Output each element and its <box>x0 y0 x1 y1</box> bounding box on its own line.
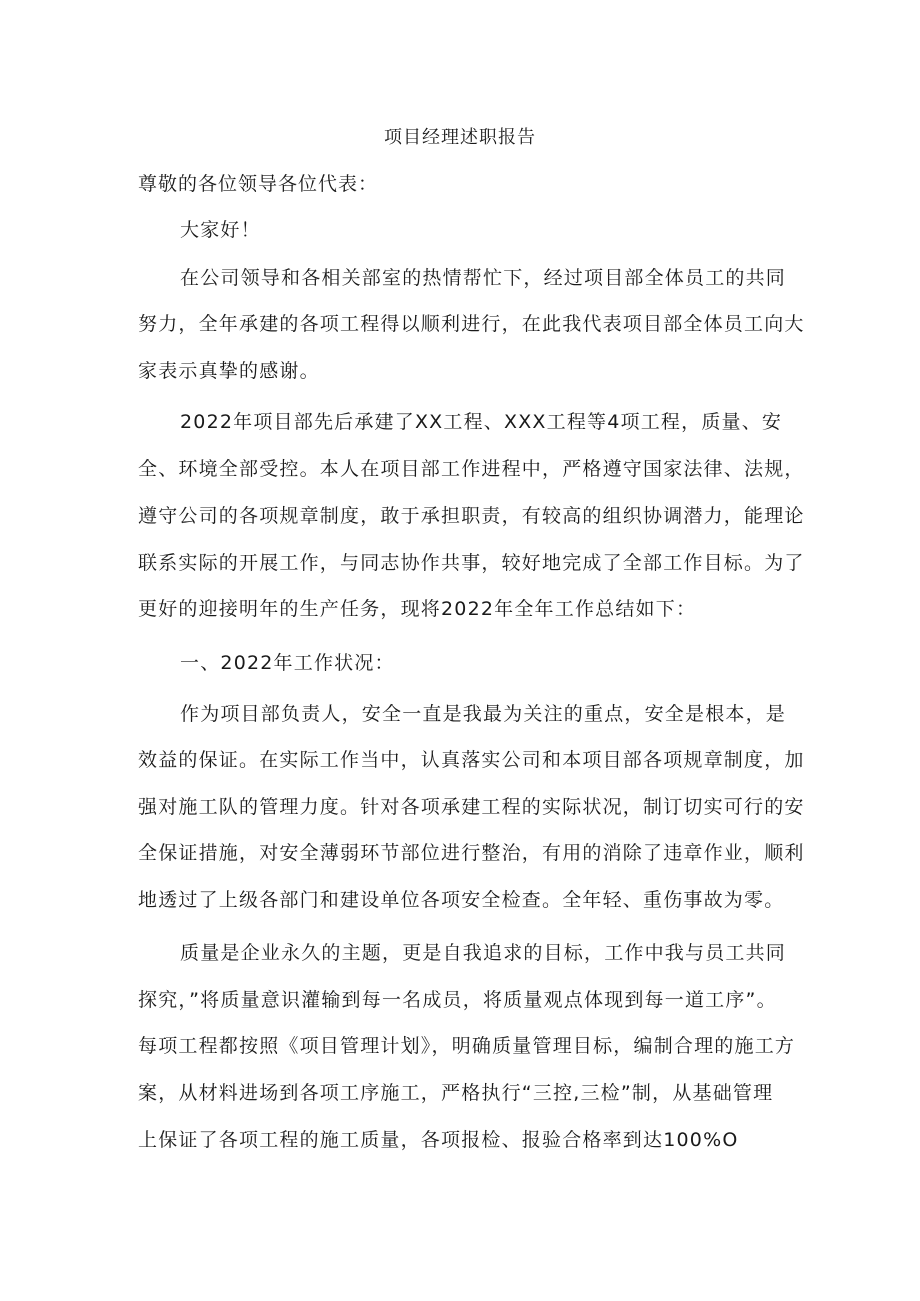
paragraph-line: 努力，全年承建的各项工程得以顺利进行，在此我代表项目部全体员工向大 <box>138 313 805 335</box>
paragraph-line: 作为项目部负责人，安全一直是我最为关注的重点，安全是根本，是 <box>180 703 787 725</box>
paragraph-line: 案，从材料进场到各项工序施工，严格执行“三控,三检”制，从基础管理 <box>138 1082 774 1104</box>
paragraph-line: 强对施工队的管理力度。针对各项承建工程的实际状况，制订切实可行的安 <box>138 796 805 818</box>
paragraph-line: 家表示真挚的感谢。 <box>138 360 320 382</box>
section-heading: 一、2022年工作状况： <box>180 652 395 674</box>
paragraph-line: 全、环境全部受控。本人在项目部工作进程中，严格遵守国家法律、法规， <box>138 458 805 480</box>
paragraph-line: 地透过了上级各部门和建设单位各项安全检查。全年轻、重伤事故为零。 <box>138 889 785 911</box>
document-title: 项目经理述职报告 <box>384 127 536 148</box>
salutation: 尊敬的各位领导各位代表： <box>138 173 379 195</box>
paragraph-line: 联系实际的开展工作，与同志协作共事，较好地完成了全部工作目标。为了 <box>138 552 805 574</box>
paragraph-line: 质量是企业永久的主题，更是自我追求的目标，工作中我与员工共同 <box>180 942 787 964</box>
paragraph-line: 更好的迎接明年的生产任务，现将2022年全年工作总结如下： <box>138 598 697 620</box>
paragraph-line: 效益的保证。在实际工作当中，认真落实公司和本项目部各项规章制度，加 <box>138 749 805 771</box>
paragraph-line: 2022年项目部先后承建了XX工程、XXX工程等4项工程，质量、安 <box>180 411 783 433</box>
paragraph-line: 每项工程都按照《项目管理计划》，明确质量管理目标，编制合理的施工方 <box>138 1035 796 1057</box>
paragraph-line: 上保证了各项工程的施工质量，各项报检、报验合格率到达100%O <box>138 1129 739 1151</box>
paragraph-line: 在公司领导和各相关部室的热情帮忙下，经过项目部全体员工的共同 <box>180 267 787 289</box>
paragraph-line: 遵守公司的各项规章制度，敢于承担职责，有较高的组织协调潜力，能理论 <box>138 505 805 527</box>
paragraph-line: 探究，”将质量意识灌输到每一名成员，将质量观点体现到每一道工序”。 <box>138 989 777 1011</box>
paragraph-line: 大家好！ <box>180 219 261 241</box>
paragraph-line: 全保证措施，对安全薄弱环节部位进行整治，有用的消除了违章作业，顺利 <box>138 842 805 864</box>
